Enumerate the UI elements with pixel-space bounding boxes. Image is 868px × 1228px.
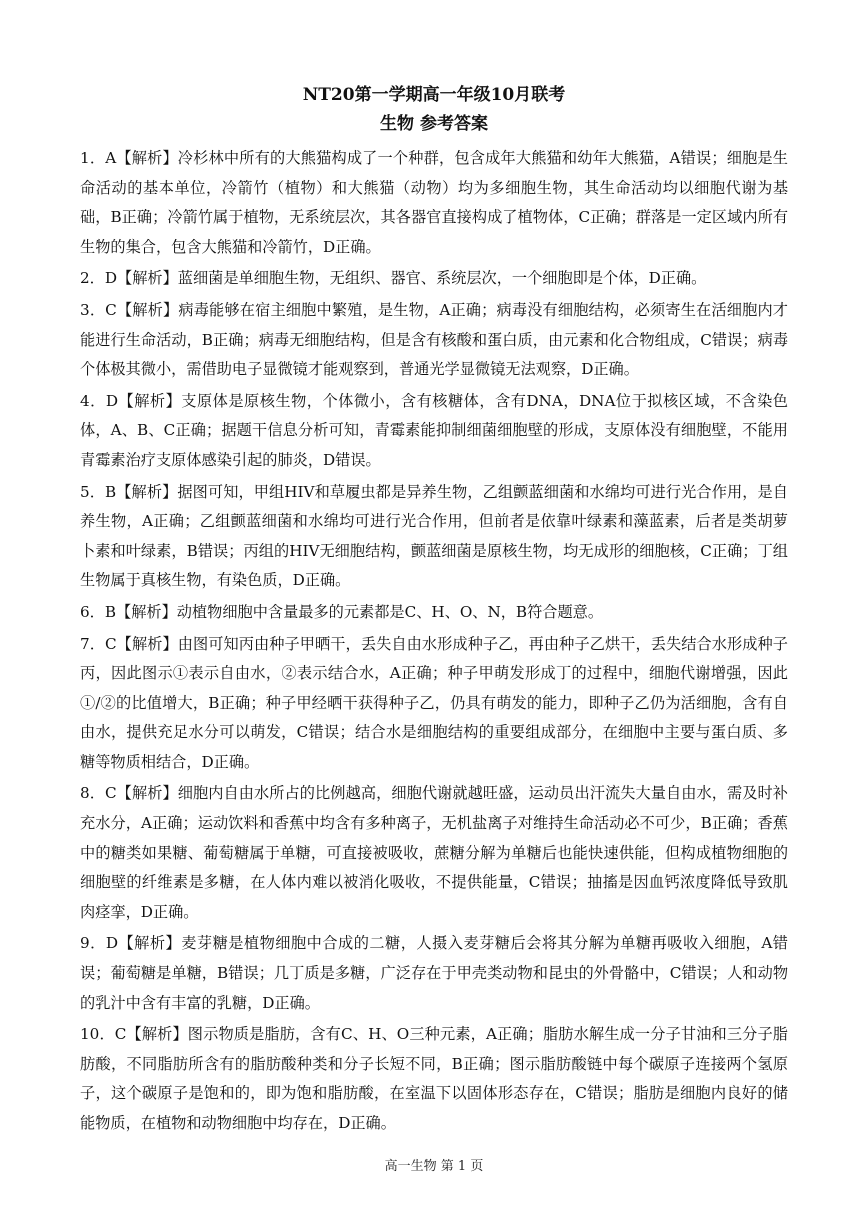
answer-item-2: 2．D【解析】蓝细菌是单细胞生物，无组织、器官、系统层次，一个细胞即是个体，D正确。 — [80, 269, 707, 288]
answer-item-5: 5．B【解析】据图可知，甲组HIV和草履虫都是异养生物，乙组颤蓝细菌和水绵均可进行光合作用，是自养生物，A正确；乙组颤蓝细菌和水绵均可进行光合作用，但前者是依靠叶绿素和藻蓝素，后者是类胡萝卜素和叶绿素，B错误；丙组的HIV无细胞结构，颤蓝细菌是原核生物，均无成形的细胞核，C正确；丁组生物属于真核生物，有染色质，D正确。 — [80, 482, 788, 590]
answer-item-9: 9．D【解析】麦芽糖是植物细胞中合成的二糖，人摄入麦芽糖后会将其分解为单糖再吸收入细胞，A错误；葡萄糖是单糖，B错误；几丁质是多糖，广泛存在于甲壳类动物和昆虫的外骨骼中，C错误；人和动物的乳汁中含有丰富的乳糖，D正确。 — [80, 934, 788, 1012]
answer-item-10: 10．C【解析】图示物质是脂肪，含有C、H、O三种元素，A正确；脂肪水解生成一分子甘油和三分子脂肪酸，不同脂肪所含有的脂肪酸种类和分子长短不同，B正确；图示脂肪酸链中每个碳原子连接两个氢原子，这个碳原子是饱和的，即为饱和脂肪酸，在室温下以固体形态存在，C错误；脂肪是细胞内良好的储能物质，在植物和动物细胞中均存在，D正确。 — [80, 1025, 788, 1132]
page-title: NT20第一学期高一年级10月联考 — [302, 85, 566, 105]
answer-item-6: 6．B【解析】动植物细胞中含量最多的元素都是C、H、O、N，B符合题意。 — [80, 602, 604, 621]
answer-list — [80, 144, 788, 1141]
answer-item-3: 3．C【解析】病毒能够在宿主细胞中繁殖，是生物，A正确；病毒没有细胞结构，必须寄生在活细胞内才能进行生命活动，B正确；病毒无细胞结构，但是含有核酸和蛋白质，由元素和化合物组成，C错误；病毒个体极其微小，需借助电子显微镜才能观察到，普通光学显微镜无法观察，D正确。 — [80, 300, 788, 379]
answer-item-1: 1．A【解析】冷杉林中所有的大熊猫构成了一个种群，包含成年大熊猫和幼年大熊猫，A错误；细胞是生命活动的基本单位，冷箭竹（植物）和大熊猫（动物）均为多细胞生物，其生命活动均以细胞代谢为基础，B正确；冷箭竹属于植物，无系统层次，其各器官直接构成了植物体，C正确；群落是一定区域内所有生物的集合，包含大熊猫和冷箭竹，D正确。 — [80, 149, 788, 256]
page-subtitle: 生物 参考答案 — [380, 114, 488, 134]
answer-item-7: 7．C【解析】由图可知丙由种子甲晒干，丢失自由水形成种子乙，再由种子乙烘干，丢失结合水形成种子丙，因此图示①表示自由水，②表示结合水，A正确；种子甲萌发形成丁的过程中，细胞代谢增强，因此①/②的比值增大，B正确；种子甲经晒干获得种子乙，仍具有萌发的能力，即种子乙仍为活细胞，含有自由水，提供充足水分可以萌发，C错误；结合水是细胞结构的重要组成部分，在细胞中主要与蛋白质、多糖等物质相结合，D正确。 — [80, 634, 788, 771]
answer-item-8: 8．C【解析】细胞内自由水所占的比例越高，细胞代谢就越旺盛，运动员出汗流失大量自由水，需及时补充水分，A正确；运动饮料和香蕉中均含有多种离子，无机盐离子对维持生命活动必不可少，B正确；香蕉中的糖类如果糖、葡萄糖属于单糖，可直接被吸收，蔗糖分解为单糖后也能快速供能，但构成植物细胞的细胞壁的纤维素是多糖，在人体内难以被消化吸收，不提供能量，C错误；抽搐是因血钙浓度降低导致肌肉痉挛，D正确。 — [80, 784, 788, 921]
answer-item-4: 4．D【解析】支原体是原核生物，个体微小，含有核糖体，含有DNA，DNA位于拟核区域，不含染色体，A、B、C正确；据题干信息分析可知，青霉素能抑制细菌细胞壁的形成，支原体没有细胞壁，不能用青霉素治疗支原体感染引起的肺炎，D错误。 — [80, 391, 788, 469]
page-footer: 高一生物 第 1 页 — [384, 1159, 484, 1174]
